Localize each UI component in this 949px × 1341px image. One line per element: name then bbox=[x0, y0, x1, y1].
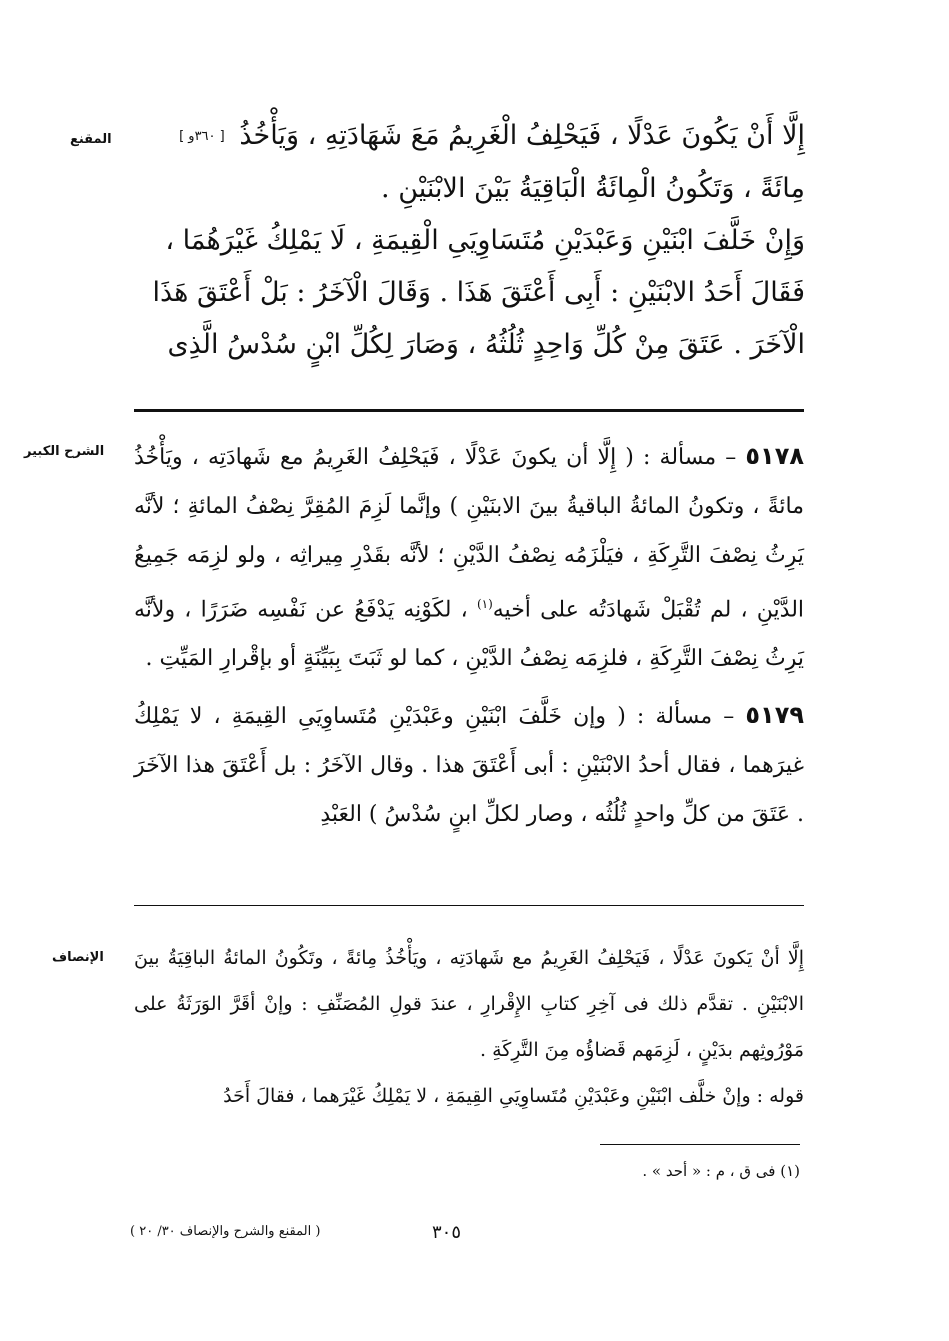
issue-number: ٥١٧٨ bbox=[745, 442, 804, 470]
footnote-reference: (١) bbox=[476, 597, 493, 611]
sharh-paragraph bbox=[134, 432, 804, 683]
sharh-text bbox=[134, 432, 804, 839]
insaf-text bbox=[134, 935, 804, 1119]
insaf-paragraph: قوله : وإنْ خلَّف ابْنَيْنِ وعَبْدَيْنِ مُتَساوِيَىِ القِيمَةِ ، لا يَمْلِكُ غَيْرَهما ، فقالَ أَحَدُ bbox=[223, 1085, 804, 1107]
section-label-insaf: الإنصاف bbox=[52, 950, 104, 965]
section-label-sharh: الشرح الكبير bbox=[24, 444, 105, 459]
sharh-paragraph-text: – مسألة : ( وإن خَلَّفَ ابْنَيْنِ وعَبْدَيْنِ مُتَساوِيَىِ القِيمَةِ ، لا يَمْلِكُ غيرَهما ، فقال أحدُ الابْنَيْنِ : أبى أَعْتَقَ هذا . وقال الآخَرُ : بل أَعْتَقَ هذا الآخَرَ . عَتَقَ من كلِّ واحدٍ ثُلُثُه ، وصار لكلِّ ابنٍ سُدْسُ ) العَبْدِ bbox=[134, 704, 804, 828]
section-label-muqni: المقنع bbox=[70, 132, 112, 147]
section-divider-thin bbox=[134, 905, 804, 906]
muqni-line: الْآخَرَ . عَتَقَ مِنْ كُلِّ وَاحِدٍ ثُلُثُهُ ، وَصَارَ لِكُلِّ ابْنٍ سُدْسُ الَّذِى bbox=[167, 328, 805, 360]
muqni-line: وَإِنْ خَلَّفَ ابْنَيْنِ وَعَبْدَيْنِ مُتَسَاوِيَىِ الْقِيمَةِ ، لَا يَمْلِكُ غَيْرَهُمَا ، bbox=[165, 224, 805, 256]
page-number: ٣٠٥ bbox=[432, 1222, 462, 1243]
muqni-line-text: إِلَّا أَنْ يَكُونَ عَدْلًا ، فَيَحْلِفُ الْغَرِيمُ مَعَ شَهَادَتِهِ ، وَيَأْخُذُ bbox=[239, 120, 805, 151]
section-divider-thick bbox=[134, 409, 804, 412]
muqni-text bbox=[135, 110, 805, 371]
muqni-line: فَقَالَ أَحَدُ الابْنَيْنِ : أَبِى أَعْتَقَ هَذَا . وَقَالَ الْآخَرُ : بَلْ أَعْتَقَ هَذَا bbox=[152, 276, 805, 308]
muqni-line: مِائَةً ، وَتَكُونُ الْمِائَةُ الْبَاقِيَةُ بَيْنَ الابْنَيْنِ . bbox=[381, 172, 805, 204]
running-title: ( المقنع والشرح والإنصاف ٣٠/ ٢٠ ) bbox=[130, 1224, 321, 1239]
issue-number: ٥١٧٩ bbox=[745, 701, 804, 730]
footnote: (١) فى ق ، م : « أحد » . bbox=[642, 1162, 800, 1180]
sharh-paragraph-text: – مسألة : ( إِلَّا أن يكونَ عَدْلًا ، فَيَحْلِفُ الغَرِيمُ مع شَهادَتِه ، ويَأْخُذُ مائةً ، وتكونُ المائةُ الباقيةُ بينَ الابنَيْنِ ) وإنَّما لَزِمَ المُقِرَّ نِصْفُ المائةِ ؛ لأنَّه يَرِثُ نِصْفَ التَّرِكَةِ ، فيَلْزَمُه نِصْفُ الدَّيْنِ ؛ لأنَّه بقَدْرِ مِيراثِه ، ولو لزِمَه جَمِيعُ الدَّيْنِ ، لم تُقْبَلْ شَهادَتُه على أخيه bbox=[134, 445, 805, 623]
footnote-divider bbox=[600, 1144, 800, 1145]
muqni-line bbox=[135, 110, 805, 163]
sharh-paragraph-text: ، لكَوْنِه يَدْفَعُ عن نَفْسِه ضَرَرًا ، ولأنَّه يَرِثُ نِصْفَ التَّرِكَةِ ، فلزِمَه نِصْفُ الدَّيْنِ ، كما لو ثَبَتَ بِبَيِّنَةٍ أو بإقْرارِ المَيِّتِ . bbox=[134, 597, 804, 672]
folio-marker: [ ٣٦٠و ] bbox=[179, 128, 225, 144]
sharh-paragraph bbox=[134, 691, 804, 839]
insaf-paragraph: إِلَّا أنْ يَكونَ عَدْلًا ، فَيَحْلِفُ الغَرِيمُ مع شَهادَتِه ، ويَأْخُذُ مِائةً ، وتَكُونُ المائةُ الباقِيَةُ بينَ الابْنَيْنِ . تقدَّم ذلك فى آخِرِ كتابِ الإِقْرارِ ، عندَ قولِ المُصَنِّفِ : وإنْ أقَرَّ الوَرَثَةُ على مَوْرُوثِهم بدَيْنٍ ، لَزِمَهم قَضاؤُه مِنَ التَّرِكَةِ . bbox=[134, 947, 804, 1061]
